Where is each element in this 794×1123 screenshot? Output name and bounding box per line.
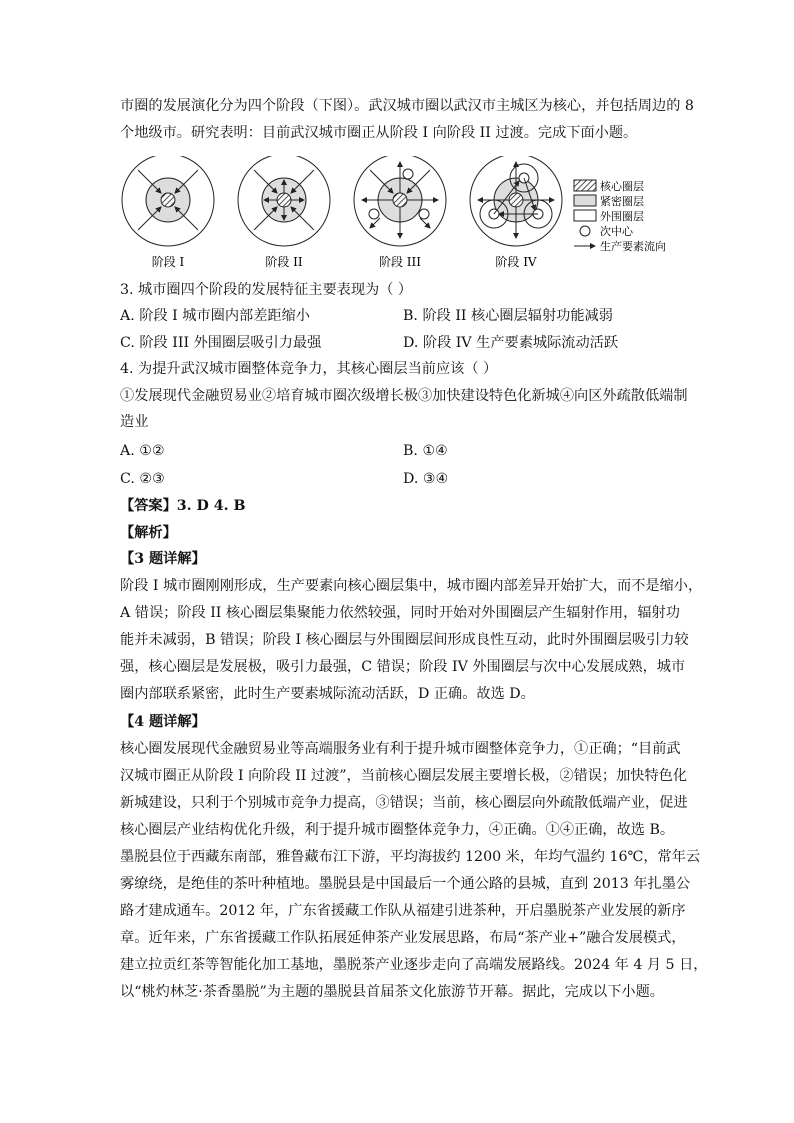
- q4-option-a: A. ①②: [120, 443, 165, 459]
- q4-stem: 4. 为提升武汉城市圈整体竞争力，其核心圈层当前应该（ ）: [120, 361, 498, 377]
- q3-option-b: B. 阶段 II 核心圈层辐射功能减弱: [403, 308, 613, 324]
- passage-line: 章。近年来，广东省援藏工作队拓展延伸茶产业发展思路，布局“茶产业+”融合发展模式，: [120, 930, 686, 946]
- answer-line: 【答案】3. D 4. B: [120, 498, 246, 514]
- legend-flow: 生产要素流向: [600, 240, 666, 253]
- legend-subcenter: 次中心: [600, 225, 633, 238]
- q3-option-c: C. 阶段 III 外围圈层吸引力最强: [120, 335, 322, 351]
- passage-line: 以“桃灼林芝·茶香墨脱”为主题的墨脱县首届茶文化旅游节开幕。据此，完成以下小题。: [120, 984, 664, 1000]
- passage-line: 墨脱县位于西藏东南部，雅鲁藏布江下游，平均海拔约 1200 米，年均气温约 16℃，常年云: [120, 849, 701, 865]
- q3-analysis-line: 圈内部联系紧密，此时生产要素城际流动活跃，D 正确。故选 D。: [120, 686, 535, 702]
- stage-3-diagram: [354, 156, 446, 246]
- q3-analysis-line: 强，核心圈层是发展极，吸引力最强，C 错误；阶段 IV 外围圈层与次中心发展成熟，城市: [120, 659, 686, 675]
- legend-core: 核心圈层: [600, 180, 644, 193]
- q3-analysis-line: A 错误；阶段 II 核心圈层集聚能力依然较强，同时开始对外围圈层产生辐射作用，辐射功: [120, 605, 680, 621]
- legend-close: 紧密圈层: [600, 195, 644, 208]
- q4-option-c: C. ②③: [120, 471, 165, 487]
- q3-option-d: D. 阶段 IV 生产要素城际流动活跃: [403, 335, 619, 351]
- q3-stem: 3. 城市圈四个阶段的发展特征主要表现为（ ）: [120, 282, 413, 298]
- passage-line: 路才建成通车。2012 年，广东省援藏工作队从福建引进茶种，开启墨脱茶产业发展的新序: [120, 903, 686, 919]
- legend-outer: 外围圈层: [600, 210, 644, 223]
- intro-line-2: 个地级市。研究表明：目前武汉城市圈正从阶段 I 向阶段 II 过渡。完成下面小题。: [120, 125, 638, 141]
- q3-analysis-line: 阶段 I 城市圈刚刚形成，生产要素向核心圈层集中，城市圈内部差异开始扩大，而不是缩小，: [120, 578, 703, 594]
- legend-close-swatch: [574, 195, 596, 206]
- legend: [574, 179, 666, 253]
- stage-1-diagram: [122, 156, 214, 246]
- passage-line: 建立拉贡红茶等智能化加工基地，墨脱茶产业逐步走向了高端发展路线。2024 年 4 月 5 日，: [120, 957, 708, 973]
- legend-core-swatch: [574, 180, 596, 191]
- passage-line: 雾缭绕，是绝佳的茶叶种植地。墨脱县是中国最后一个通公路的县城，直到 2013 年扎墨公: [120, 876, 691, 892]
- q4-items-line-1: ①发展现代金融贸易业②培育城市圈次级增长极③加快建设特色化新城④向区外疏散低端制: [120, 388, 688, 404]
- legend-subcenter-icon: [580, 226, 590, 236]
- q4-analysis-line: 新城建设，只利于个别城市竞争力提高，③错误；当前，核心圈层向外疏散低端产业，促进: [120, 795, 688, 811]
- q4-analysis-line: 汉城市圈正从阶段 I 向阶段 II 过渡”，当前核心圈层发展主要增长极，②错误；加快特色化: [120, 768, 688, 784]
- stage-1-label: 阶段 I: [151, 255, 185, 269]
- city-circle-stages-figure: [118, 156, 678, 272]
- stage-4-label: 阶段 IV: [495, 255, 537, 269]
- q4-items-line-2: 造业: [120, 414, 149, 430]
- analysis-heading: 【解析】: [120, 525, 177, 541]
- q3-option-a: A. 阶段 I 城市圈内部差距缩小: [120, 308, 310, 324]
- q4-analysis-heading: 【4 题详解】: [120, 714, 206, 730]
- stage-4-diagram: [470, 156, 562, 246]
- q3-analysis-heading: 【3 题详解】: [120, 551, 206, 567]
- q4-option-b: B. ①④: [403, 443, 448, 459]
- q4-analysis-line: 核心圈层产业结构优化升级，利于提升城市圈整体竞争力，④正确。①④正确，故选 B。: [120, 822, 675, 838]
- legend-outer-swatch: [574, 210, 596, 221]
- q4-analysis-line: 核心圈发展现代金融贸易业等高端服务业有利于提升城市圈整体竞争力，①正确；“目前武: [120, 741, 681, 757]
- intro-line-1: 市圈的发展演化分为四个阶段（下图）。武汉城市圈以武汉市主城区为核心，并包括周边的 8: [120, 98, 694, 114]
- q4-option-d: D. ③④: [403, 471, 449, 487]
- q3-analysis-line: 能并未减弱，B 错误；阶段 I 核心圈层与外围圈层间形成良性互动，此时外围圈层吸引力较: [120, 632, 689, 648]
- stage-2-label: 阶段 II: [265, 255, 303, 269]
- stage-2-diagram: [238, 156, 330, 246]
- stage-3-label: 阶段 III: [378, 255, 422, 269]
